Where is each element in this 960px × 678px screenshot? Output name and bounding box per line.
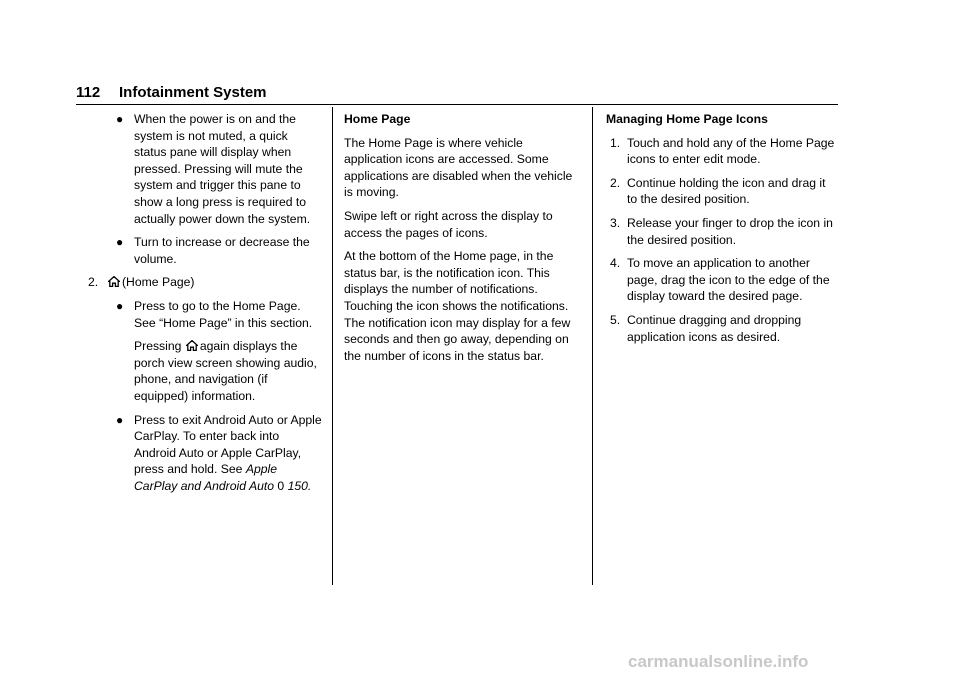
column-2 [344, 111, 580, 371]
section-title: Infotainment System [119, 84, 267, 101]
watermark: carmanualsonline.info [628, 652, 809, 671]
bullet-text-main: Press to exit Android Auto or Apple CarPlay. To enter back into Android Auto or Apple CarPlay, press and hold. See [134, 412, 322, 477]
step-number: 2. [610, 175, 621, 190]
list-item [610, 312, 838, 345]
bullet-dot-icon: ● [116, 412, 124, 427]
step-text: Release your finger to drop the icon in the desired position. [627, 215, 833, 247]
column-divider-2 [592, 107, 593, 585]
step-number: 4. [610, 256, 621, 271]
column-3 [606, 111, 838, 352]
heading-managing-icons: Managing Home Page Icons [606, 112, 768, 126]
step-text: To move an application to another page, drag the icon to the edge of the display toward the desired page. [627, 256, 830, 304]
page-header [76, 82, 838, 105]
bullet-text: Turn to increase or decrease the volume. [134, 235, 310, 266]
step-number: 5. [610, 312, 621, 327]
column-divider-1 [332, 107, 333, 585]
continuation-paragraph [76, 338, 323, 404]
list-item [610, 175, 838, 208]
item-label: (Home Page) [122, 275, 195, 290]
list-item [610, 135, 838, 168]
bullet-text: Press to go to the Home Page. See “Home Page” in this section. [134, 298, 313, 330]
column-1 [76, 111, 323, 501]
paragraph: The Home Page is where vehicle application icons are accessed. Some applications are disabled when the vehicle is moving. [344, 135, 573, 200]
step-number: 1. [610, 135, 621, 150]
step-text: Continue holding the icon and drag it to the desired position. [627, 175, 826, 207]
bullet-item [76, 298, 323, 331]
bullet-dot-icon: ● [116, 112, 124, 126]
bullet-item [76, 111, 323, 227]
bullet-text: When the power is on and the system is not muted, a quick status pane will display when pressed. Pressing will mute the system and trigger this pane to show a long press is required to actually power down the system. [134, 112, 311, 226]
step-text: Continue dragging and dropping application icons as desired. [627, 312, 802, 344]
step-text: Touch and hold any of the Home Page icons to enter edit mode. [627, 135, 835, 167]
page-reference-icon: 0 [277, 478, 285, 493]
list-item [610, 215, 838, 248]
list-item [610, 255, 838, 305]
steps-list [606, 135, 838, 346]
home-icon [186, 339, 198, 350]
item-number: 2. [88, 275, 99, 290]
heading-home-page: Home Page [344, 112, 411, 126]
cross-reference-title: Apple CarPlay and Android Auto [134, 462, 277, 493]
numbered-item-2 [76, 274, 323, 291]
bullet-item [76, 234, 323, 267]
bullet-text [134, 412, 323, 495]
pressing-text-a: Pressing [134, 339, 182, 354]
paragraph: At the bottom of the Home page, in the status bar, is the notification icon. This displays the number of notifications. Touching the icon shows the notifications. The notification icon may display for a few seconds and then go away, depending on the number of icons in the status bar. [344, 249, 571, 363]
cross-reference-page: 150. [287, 478, 312, 493]
home-icon [108, 275, 120, 286]
step-number: 3. [610, 215, 621, 230]
page-number: 112 [76, 84, 101, 101]
paragraph: Swipe left or right across the display to access the pages of icons. [344, 208, 553, 240]
bullet-dot-icon: ● [116, 235, 124, 250]
bullet-dot-icon: ● [116, 298, 124, 313]
bullet-item [76, 412, 323, 495]
pressing-text-b: again displays the porch view screen showing audio, phone, and navigation (if equipped) information. [134, 339, 317, 403]
